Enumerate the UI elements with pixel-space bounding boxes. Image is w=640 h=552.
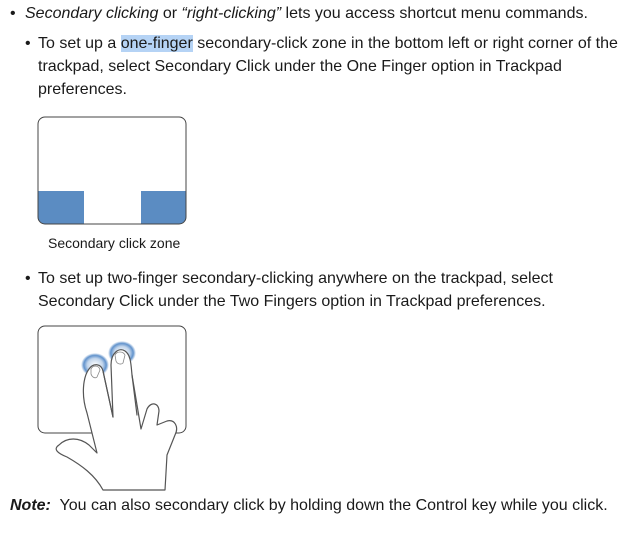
note-label: Note: — [10, 497, 51, 514]
term-secondary-clicking: Secondary clicking — [25, 5, 159, 22]
bullet-marker: • — [25, 35, 31, 52]
item1-line1-before: To set up a — [38, 35, 121, 52]
item1-line2: trackpad, select Secondary Click under the One Finger option in Trackpad — [38, 58, 562, 75]
trackpad-zone-figure — [37, 116, 187, 226]
note-text: You can also secondary click by holding down the Control key while you click. — [50, 497, 608, 514]
intro-connector: or — [158, 5, 182, 22]
two-finger-trackpad-figure — [37, 325, 197, 490]
item1-line1-after: secondary-click zone in the bottom left or right corner of the — [192, 35, 618, 52]
right-secondary-click-zone — [141, 191, 187, 225]
intro-paragraph — [25, 3, 588, 25]
intro-rest: lets you access shortcut menu commands. — [281, 5, 588, 22]
item1-line1 — [38, 33, 618, 55]
figure1-caption: Secondary click zone — [48, 235, 181, 251]
term-right-clicking: “right-clicking” — [181, 5, 282, 22]
selected-text-one-finger[interactable]: one-finger — [120, 35, 193, 52]
item2-line1: To set up two-finger secondary-clicking anywhere on the trackpad, select — [38, 270, 553, 287]
item2-line2: Secondary Click under the Two Fingers option in Trackpad preferences. — [38, 293, 546, 310]
bullet-marker: • — [10, 5, 16, 22]
item1-line3: preferences. — [38, 81, 127, 98]
bullet-marker: • — [25, 270, 31, 287]
left-secondary-click-zone — [38, 191, 84, 225]
note-paragraph — [10, 495, 608, 517]
